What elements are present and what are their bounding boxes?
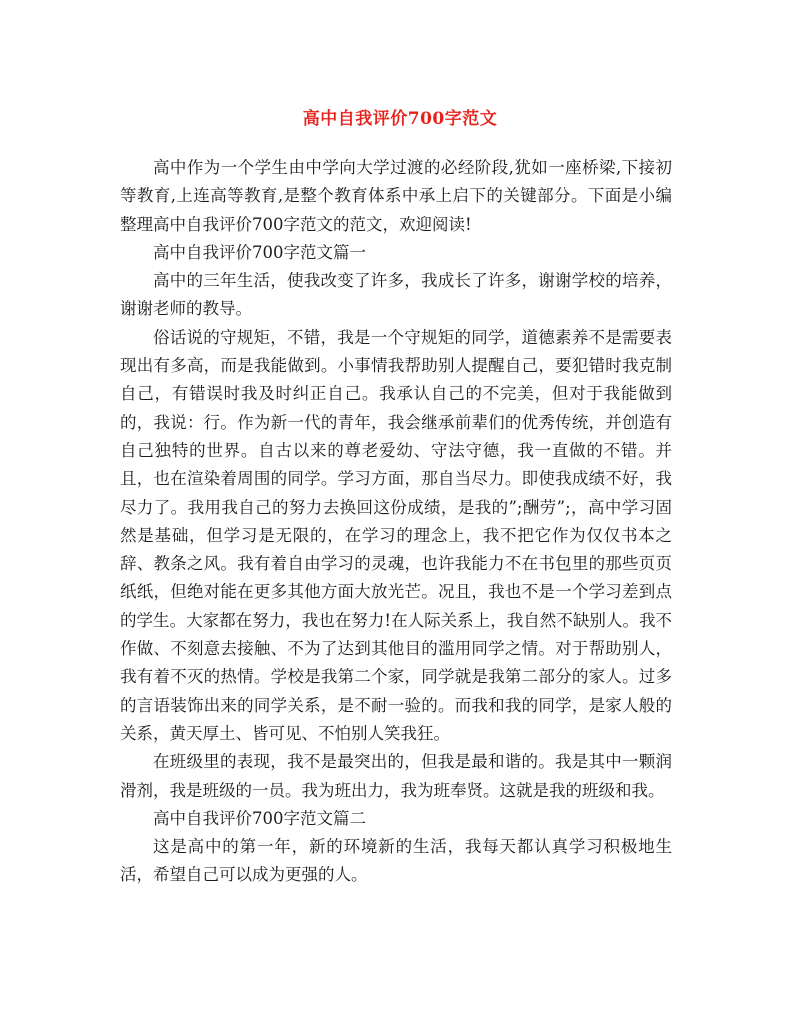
section-heading-two: 高中自我评价700字范文篇二 — [153, 808, 366, 828]
section-heading-one: 高中自我评价700字范文篇一 — [153, 242, 366, 262]
document-title: 高中自我评价700字范文 — [302, 109, 498, 129]
body-paragraph: 这是高中的第一年，新的环境新的生活，我每天都认真学习积极地生活，希望自己可以成为更强的人。 — [120, 837, 672, 885]
body-paragraph: 俗话说的守规矩，不错，我是一个守规矩的同学，道德素养不是需要表现出有多高，而是我能做到。小事情我帮助别人提醒自己，要犯错时我克制自己，有错误时我及时纠正自己。我承认自己的不完美，但对于我能做到的，我说：行。作为新一代的青年，我会继承前辈们的优秀传统，并创造有自己独特的世界。自古以来的尊老爱幼、守法守德，我一直做的不错。并且，也在渲染着周围的同学。学习方面，那自当尽力。即使我成绩不好，我尽力了。我用我自己的努力去换回这份成绩，是我的”;酬劳”;，高中学习固然是基础，但学习是无限的，在学习的理念上，我不把它作为仅仅书本之辞、教条之风。我有着自由学习的灵魂，也许我能力不在书包里的那些页页纸纸，但绝对能在更多其他方面大放光芒。况且，我也不是一个学习差到点的学生。大家都在努力，我也在努力!在人际关系上，我自然不缺别人。我不作做、不刻意去接触、不为了达到其他目的滥用同学之情。对于帮助别人，我有着不灭的热情。学校是我第二个家，同学就是我第二部分的家人。过多的言语装饰出来的同学关系，是不耐一验的。而我和我的同学，是家人般的关系，黄天厚土、皆可见、不怕别人笑我狂。 — [120, 327, 672, 743]
intro-paragraph: 高中作为一个学生由中学向大学过渡的必经阶段,犹如一座桥梁,下接初等教育,上连高等教育,是整个教育体系中承上启下的关键部分。下面是小编整理高中自我评价700字范文的范文，欢迎阅读! — [120, 158, 672, 234]
document-body — [120, 154, 672, 890]
body-paragraph: 高中的三年生活，使我改变了许多，我成长了许多，谢谢学校的培养，谢谢老师的教导。 — [120, 271, 672, 319]
body-paragraph: 在班级里的表现，我不是最突出的，但我是最和谐的。我是其中一颗润滑剂，我是班级的一员。我为班出力，我为班奉贤。这就是我的班级和我。 — [120, 752, 672, 800]
